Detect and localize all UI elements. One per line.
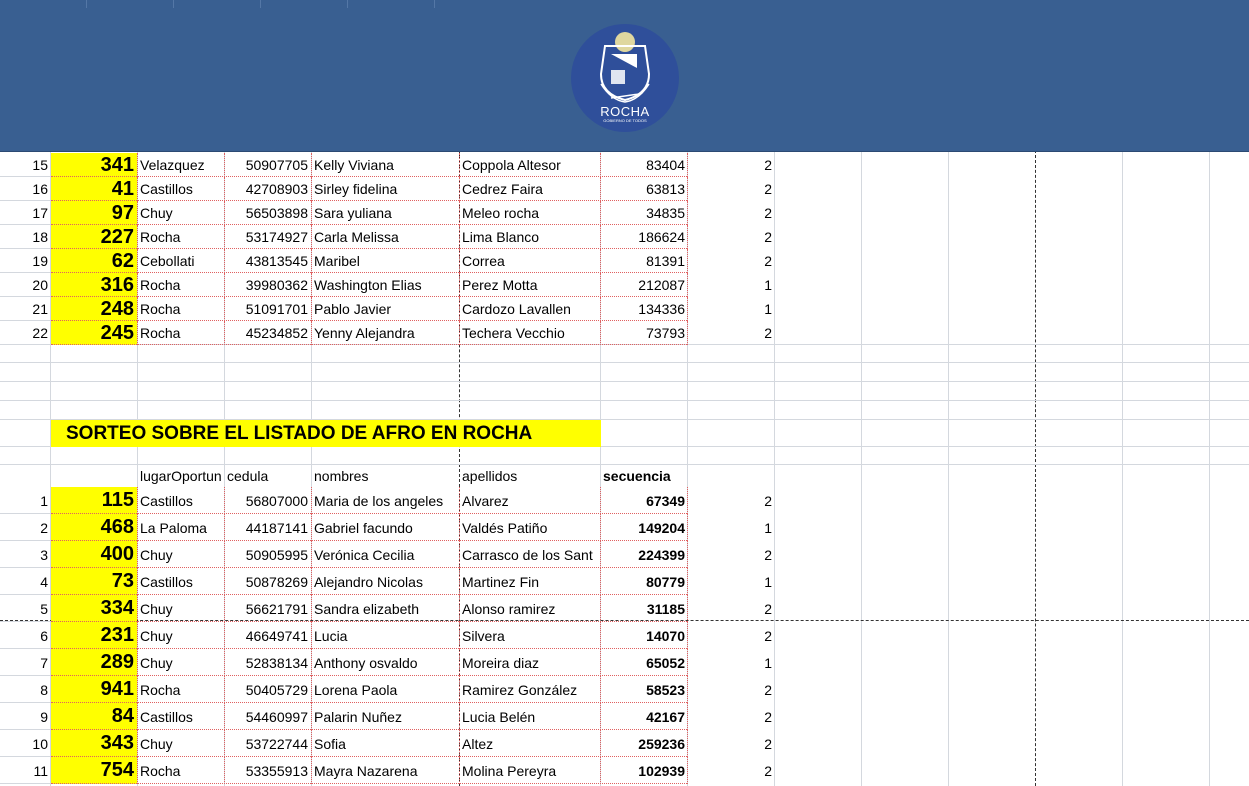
ticket-number-cell[interactable]: 245 <box>51 321 137 345</box>
lugar-cell[interactable]: La Paloma <box>140 519 207 536</box>
row-number[interactable]: 5 <box>40 600 48 617</box>
secuencia-cell[interactable]: 134336 <box>638 301 685 317</box>
secuencia-cell[interactable]: 31185 <box>646 600 685 617</box>
apellido-cell[interactable]: Lima Blanco <box>462 229 540 245</box>
row-number[interactable]: 9 <box>40 708 48 725</box>
secuencia-cell[interactable]: 149204 <box>638 519 685 536</box>
apellido-cell[interactable]: Meleo rocha <box>462 205 540 221</box>
apellido-cell[interactable]: Ramirez González <box>462 681 578 698</box>
row-number[interactable]: 22 <box>32 325 48 341</box>
count-cell[interactable]: 2 <box>764 229 772 245</box>
secuencia-cell[interactable]: 67349 <box>646 492 685 509</box>
table-row <box>0 622 775 649</box>
apellido-cell[interactable]: Correa <box>462 253 505 269</box>
row-number[interactable]: 21 <box>32 301 48 317</box>
ticket-number-cell[interactable]: 227 <box>51 225 137 249</box>
lugar-cell[interactable]: Castillos <box>140 181 193 197</box>
row-number[interactable]: 15 <box>32 157 48 173</box>
secuencia-cell[interactable]: 102939 <box>638 762 685 779</box>
apellido-cell[interactable]: Alonso ramirez <box>462 600 556 617</box>
apellido-cell[interactable]: Cedrez Faira <box>462 181 543 197</box>
ticket-number-cell[interactable]: 316 <box>51 273 137 297</box>
cedula-cell[interactable]: 56807000 <box>245 492 308 509</box>
ticket-number-cell[interactable]: 97 <box>51 201 137 225</box>
ticket-number-cell[interactable]: 754 <box>51 757 137 784</box>
apellido-cell[interactable]: Techera Vecchio <box>462 325 565 341</box>
cedula-cell[interactable]: 50405729 <box>245 681 308 698</box>
cedula-cell[interactable]: 44187141 <box>245 519 308 536</box>
nombre-cell[interactable]: Maribel <box>314 253 360 269</box>
table-row <box>0 153 775 177</box>
ticket-number-cell[interactable]: 84 <box>51 703 137 730</box>
table-row <box>0 541 775 568</box>
ticket-number-cell[interactable]: 468 <box>51 514 137 541</box>
cedula-cell[interactable]: 51091701 <box>245 301 308 317</box>
table-row <box>0 177 775 201</box>
nombre-cell[interactable]: Maria de los angeles <box>314 492 444 509</box>
nombre-cell[interactable]: Pablo Javier <box>314 301 392 317</box>
ticket-number-cell[interactable]: 334 <box>51 595 137 622</box>
table-row <box>0 676 775 703</box>
cedula-cell[interactable]: 53355913 <box>245 762 308 779</box>
row-number[interactable]: 3 <box>40 546 48 563</box>
ticket-number-cell[interactable]: 341 <box>51 153 137 177</box>
cedula-cell[interactable]: 50905995 <box>245 546 308 563</box>
nombre-cell[interactable]: Sandra elizabeth <box>314 600 420 617</box>
apellido-cell[interactable]: Perez Motta <box>462 277 538 293</box>
count-cell[interactable]: 2 <box>764 708 772 725</box>
apellido-cell[interactable]: Lucia Belén <box>462 708 536 725</box>
count-cell[interactable]: 2 <box>764 546 772 563</box>
secuencia-cell[interactable]: 259236 <box>638 735 685 752</box>
table-row <box>0 297 775 321</box>
apellido-cell[interactable]: Martinez Fin <box>462 573 540 590</box>
table-row <box>0 201 775 225</box>
logo-text: ROCHA <box>600 104 650 119</box>
ticket-number-cell[interactable]: 400 <box>51 541 137 568</box>
secuencia-cell[interactable]: 34835 <box>646 205 685 221</box>
ticket-number-cell[interactable]: 62 <box>51 249 137 273</box>
lugar-cell[interactable]: Chuy <box>140 205 173 221</box>
cedula-cell[interactable]: 54460997 <box>245 708 308 725</box>
apellido-cell[interactable]: Moreira diaz <box>462 654 540 671</box>
table-row <box>0 487 775 514</box>
lugar-cell[interactable]: Chuy <box>140 546 173 563</box>
apellido-cell[interactable]: Cardozo Lavallen <box>462 301 571 317</box>
cedula-cell[interactable]: 50907705 <box>245 157 308 173</box>
secuencia-cell[interactable]: 224399 <box>638 546 685 563</box>
count-cell[interactable]: 2 <box>764 181 772 197</box>
apellido-cell[interactable]: Altez <box>462 735 494 752</box>
cedula-cell[interactable]: 43813545 <box>245 253 308 269</box>
lugar-cell[interactable]: Castillos <box>140 492 193 509</box>
ticket-number-cell[interactable]: 941 <box>51 676 137 703</box>
row-number[interactable]: 4 <box>40 573 48 590</box>
header-lugar[interactable]: lugarOportun <box>140 468 222 484</box>
apellido-cell[interactable]: Silvera <box>462 627 505 644</box>
table-row <box>0 730 775 757</box>
cedula-cell[interactable]: 53722744 <box>245 735 308 752</box>
table-row <box>0 649 775 676</box>
count-cell[interactable]: 2 <box>764 325 772 341</box>
cedula-cell[interactable]: 53174927 <box>245 229 308 245</box>
table-row <box>0 703 775 730</box>
lugar-cell[interactable]: Castillos <box>140 708 193 725</box>
count-cell[interactable]: 2 <box>764 735 772 752</box>
ticket-number-cell[interactable]: 41 <box>51 177 137 201</box>
nombre-cell[interactable]: Carla Melissa <box>314 229 399 245</box>
table-row <box>0 249 775 273</box>
cedula-cell[interactable]: 56621791 <box>245 600 308 617</box>
ticket-number-cell[interactable]: 343 <box>51 730 137 757</box>
header-apellidos[interactable]: apellidos <box>462 468 518 484</box>
secuencia-cell[interactable]: 81391 <box>646 253 685 269</box>
cedula-cell[interactable]: 45234852 <box>245 325 308 341</box>
nombre-cell[interactable]: Washington Elias <box>314 277 422 293</box>
logo-subtext: GOBIERNO DE TODOS <box>603 118 647 123</box>
secuencia-cell[interactable]: 65052 <box>646 654 685 671</box>
header-nombres[interactable]: nombres <box>314 468 369 484</box>
cedula-cell[interactable]: 39980362 <box>245 277 308 293</box>
count-cell[interactable]: 1 <box>764 277 772 293</box>
count-cell[interactable]: 1 <box>764 301 772 317</box>
count-cell[interactable]: 2 <box>764 157 772 173</box>
cedula-cell[interactable]: 56503898 <box>245 205 308 221</box>
count-cell[interactable]: 2 <box>764 253 772 269</box>
lugar-cell[interactable]: Rocha <box>140 762 181 779</box>
secuencia-cell[interactable]: 14070 <box>646 627 685 644</box>
secuencia-cell[interactable]: 42167 <box>646 708 685 725</box>
row-number[interactable]: 18 <box>32 229 48 245</box>
row-number[interactable]: 6 <box>40 627 48 644</box>
secuencia-cell[interactable]: 63813 <box>646 181 685 197</box>
table-row <box>0 757 775 784</box>
table-row <box>0 568 775 595</box>
nombre-cell[interactable]: Alejandro Nicolas <box>314 573 423 590</box>
header-secuencia[interactable]: secuencia <box>603 468 671 484</box>
apellido-cell[interactable]: Alvarez <box>462 492 509 509</box>
apellido-cell[interactable]: Valdés Patiño <box>462 519 548 536</box>
lugar-cell[interactable]: Chuy <box>140 654 173 671</box>
table-row <box>0 225 775 249</box>
ticket-number-cell[interactable]: 73 <box>51 568 137 595</box>
row-number[interactable]: 19 <box>32 253 48 269</box>
nombre-cell[interactable]: Verónica Cecilia <box>314 546 415 563</box>
cedula-cell[interactable]: 52838134 <box>245 654 308 671</box>
nombre-cell[interactable]: Sirley fidelina <box>314 181 398 197</box>
ticket-number-cell[interactable]: 289 <box>51 649 137 676</box>
nombre-cell[interactable]: Mayra Nazarena <box>314 762 418 779</box>
table-row <box>0 321 775 345</box>
row-number[interactable]: 11 <box>33 762 48 779</box>
nombre-cell[interactable]: Lorena Paola <box>314 681 398 698</box>
nombre-cell[interactable]: Palarin Nuñez <box>314 708 402 725</box>
count-cell[interactable]: 2 <box>764 492 772 509</box>
secuencia-cell[interactable]: 58523 <box>646 681 685 698</box>
secuencia-cell[interactable]: 83404 <box>646 157 685 173</box>
cedula-cell[interactable]: 46649741 <box>245 627 308 644</box>
nombre-cell[interactable]: Sara yuliana <box>314 205 392 221</box>
cedula-cell[interactable]: 50878269 <box>245 573 308 590</box>
lugar-cell[interactable]: Rocha <box>140 325 181 341</box>
lugar-cell[interactable]: Velazquez <box>140 157 205 173</box>
nombre-cell[interactable]: Lucia <box>314 627 348 644</box>
lugar-cell[interactable]: Rocha <box>140 277 181 293</box>
lugar-cell[interactable]: Rocha <box>140 681 181 698</box>
apellido-cell[interactable]: Coppola Altesor <box>462 157 561 173</box>
count-cell[interactable]: 2 <box>764 600 772 617</box>
table-row <box>0 595 775 622</box>
ticket-number-cell[interactable]: 248 <box>51 297 137 321</box>
row-number[interactable]: 10 <box>32 735 48 752</box>
lugar-cell[interactable]: Cebollati <box>140 253 195 269</box>
header-banner <box>0 0 1249 152</box>
row-number[interactable]: 2 <box>40 519 48 536</box>
lugar-cell[interactable]: Chuy <box>140 627 173 644</box>
row-number[interactable]: 16 <box>32 181 48 197</box>
table-row <box>0 514 775 541</box>
nombre-cell[interactable]: Anthony osvaldo <box>314 654 418 671</box>
row-number[interactable]: 20 <box>32 277 48 293</box>
secuencia-cell[interactable]: 186624 <box>638 229 685 245</box>
ticket-number-cell[interactable]: 115 <box>51 487 137 514</box>
lugar-cell[interactable]: Rocha <box>140 301 181 317</box>
count-cell[interactable]: 1 <box>764 519 772 536</box>
lugar-cell[interactable]: Castillos <box>140 573 193 590</box>
section-title[interactable]: SORTEO SOBRE EL LISTADO DE AFRO EN ROCHA <box>51 420 601 447</box>
nombre-cell[interactable]: Kelly Viviana <box>314 157 394 173</box>
secuencia-cell[interactable]: 73793 <box>646 325 685 341</box>
apellido-cell[interactable]: Carrasco de los Sant <box>462 546 593 563</box>
cedula-cell[interactable]: 42708903 <box>245 181 308 197</box>
header-cedula[interactable]: cedula <box>227 468 269 484</box>
apellido-cell[interactable]: Molina Pereyra <box>462 762 557 779</box>
count-cell[interactable]: 2 <box>764 205 772 221</box>
count-cell[interactable]: 1 <box>764 573 772 590</box>
secuencia-cell[interactable]: 80779 <box>646 573 685 590</box>
table-row <box>0 273 775 297</box>
rocha-logo <box>571 24 679 132</box>
count-cell[interactable]: 2 <box>764 762 772 779</box>
nombre-cell[interactable]: Sofia <box>314 735 346 752</box>
count-cell[interactable]: 1 <box>764 654 772 671</box>
row-number[interactable]: 1 <box>40 492 48 509</box>
count-cell[interactable]: 2 <box>764 627 772 644</box>
row-number[interactable]: 7 <box>40 654 48 671</box>
secuencia-cell[interactable]: 212087 <box>638 277 685 293</box>
lugar-cell[interactable]: Rocha <box>140 229 181 245</box>
count-cell[interactable]: 2 <box>764 681 772 698</box>
nombre-cell[interactable]: Yenny Alejandra <box>314 325 415 341</box>
lugar-cell[interactable]: Chuy <box>140 735 173 752</box>
row-number[interactable]: 17 <box>32 205 48 221</box>
row-number[interactable]: 8 <box>40 681 48 698</box>
lugar-cell[interactable]: Chuy <box>140 600 173 617</box>
ticket-number-cell[interactable]: 231 <box>51 622 137 649</box>
nombre-cell[interactable]: Gabriel facundo <box>314 519 413 536</box>
